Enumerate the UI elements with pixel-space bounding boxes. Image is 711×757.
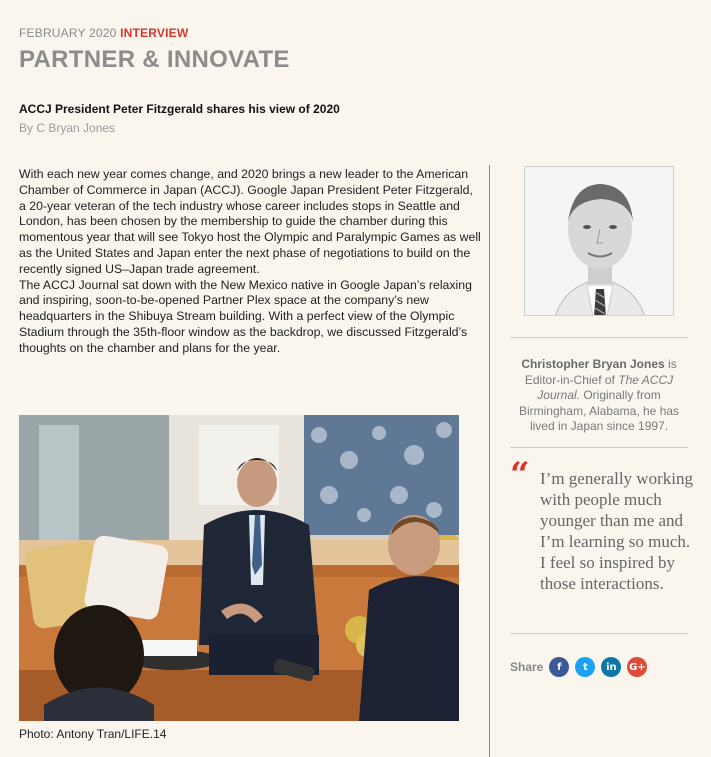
article-date: FEBRUARY 2020 bbox=[19, 26, 117, 40]
interview-photo bbox=[19, 415, 459, 721]
sidebar-divider bbox=[510, 633, 688, 634]
pull-quote: I’m generally working with people much younger than me and I’m learning so much. I feel so inspired by those interactions. bbox=[540, 469, 693, 593]
author-publication: The ACCJ Journal. bbox=[537, 372, 674, 403]
article-paragraph: With each new year comes change, and 2020 brings a new leader to the American Chamber of Commerce in Japan (ACCJ). Google Japan President Peter Fitzgerald, a 20-year veteran of the tech industry whose career includes stops in Seattle and London, has been chosen by the membership to guide the chamber during this momentous year that will see Tokyo host the Olympic and Paralympic Games as well as the United States and Japan enter the next phase of negotiations to build on the recently signed US–Japan trade agreement. bbox=[19, 167, 481, 276]
author-name[interactable]: Christopher Bryan Jones bbox=[521, 357, 665, 371]
twitter-icon[interactable]: t bbox=[575, 657, 595, 677]
author-bio-rest: Originally from Birmingham, Alabama, he has lived in Japan since 1997. bbox=[518, 388, 680, 434]
article-standfirst: ACCJ President Peter Fitzgerald shares his view of 2020 bbox=[19, 102, 340, 116]
article-section[interactable]: INTERVIEW bbox=[120, 26, 189, 40]
linkedin-icon[interactable]: in bbox=[601, 657, 621, 677]
google-plus-icon[interactable]: G+ bbox=[627, 657, 647, 677]
author-portrait-illustration bbox=[525, 167, 674, 316]
article-kicker bbox=[19, 26, 188, 40]
facebook-icon[interactable]: f bbox=[549, 657, 569, 677]
sidebar-divider bbox=[510, 447, 688, 448]
article-title: PARTNER & INNOVATE bbox=[19, 46, 290, 73]
author-bio bbox=[512, 357, 686, 435]
quote-mark-icon: “ bbox=[510, 455, 530, 495]
photo-credit: Photo: Antony Tran/LIFE.14 bbox=[19, 727, 167, 741]
article-paragraph: The ACCJ Journal sat down with the New Mexico native in Google Japan’s relaxing and inspiring, soon-to-be-opened Partner Plex space at the company’s new headquarters in the Shibuya Stream building. With a perfect view of the Olympic Stadium through the 35th-floor window as the backdrop, we discussed Fitzgerald’s thoughts on the chamber and plans for the year. bbox=[19, 277, 472, 355]
article-body bbox=[19, 167, 481, 357]
author-bio-intro: is Editor-in-Chief of bbox=[524, 357, 677, 387]
share-label: Share bbox=[510, 660, 544, 674]
sidebar-divider bbox=[510, 337, 688, 338]
share-bar bbox=[510, 657, 647, 677]
column-divider bbox=[489, 165, 490, 757]
interview-photo-illustration bbox=[19, 415, 459, 721]
article-byline: By C Bryan Jones bbox=[19, 121, 116, 135]
author-portrait bbox=[524, 166, 674, 316]
